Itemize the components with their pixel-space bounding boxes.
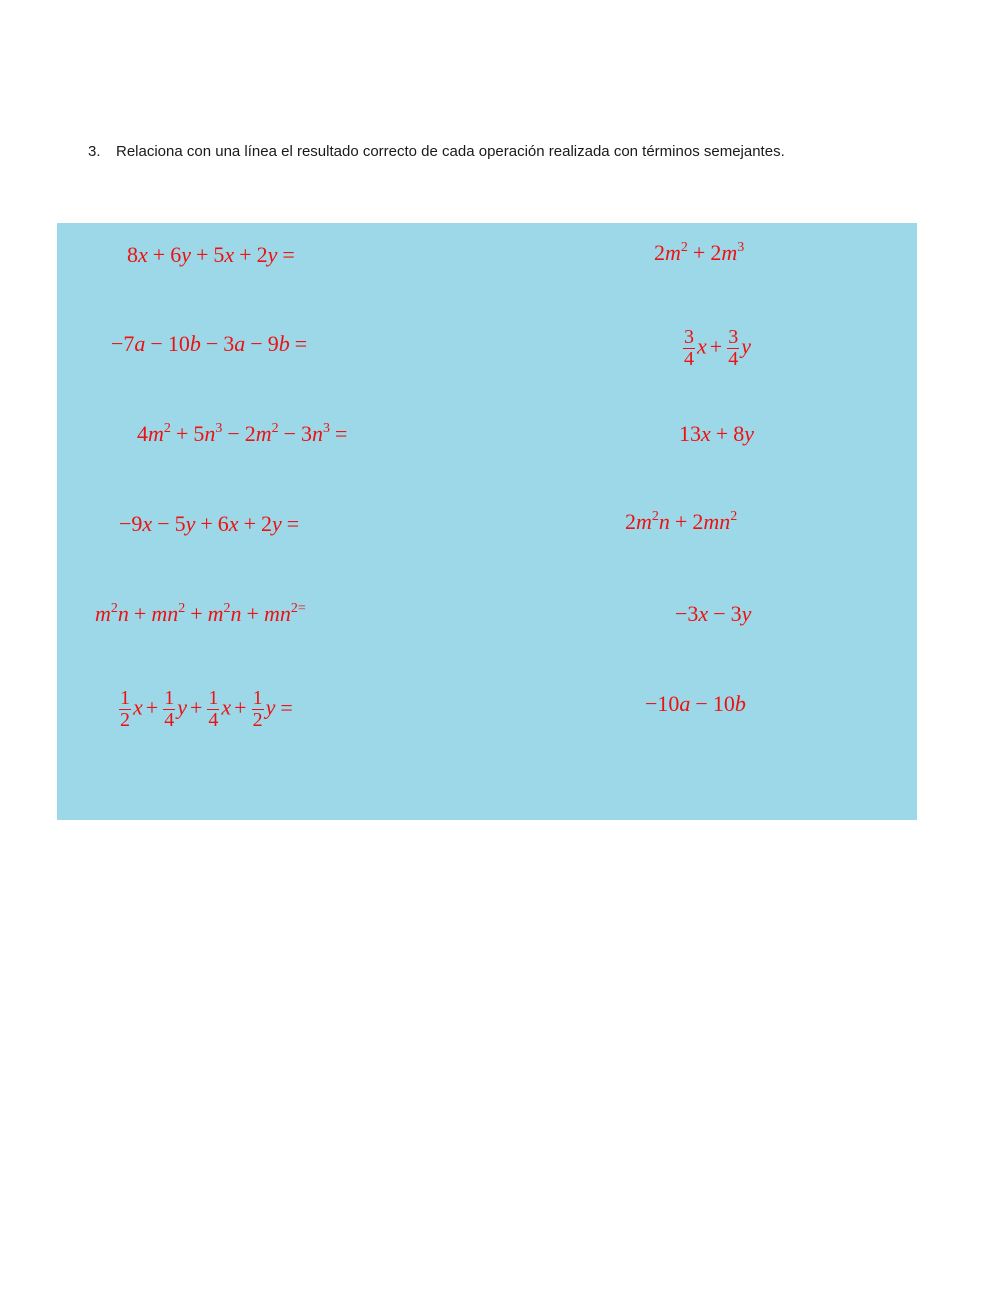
left-expression-3[interactable]: $4m^2 + 5n^3 - 2m^2 - 3n^3$ = (137, 421, 348, 446)
right-expression-6[interactable]: −10a − 10b (645, 691, 746, 716)
left-expression-4[interactable]: −9x − 5y + 6x + 2y = (119, 511, 300, 536)
instruction (88, 143, 785, 160)
left-expression-1[interactable]: 8x + 6y + 5x + 2y = (127, 242, 295, 267)
right-expression-3[interactable]: 13x + 8y (679, 421, 754, 446)
right-expression-1[interactable]: $2m^2 + 2m^3$ (654, 240, 745, 265)
instruction-number: 3. (88, 143, 101, 160)
matching-panel (57, 223, 917, 820)
left-expression-2[interactable]: −7a − 10b − 3a − 9b = (111, 331, 308, 356)
right-expression-5[interactable]: −3x − 3y (675, 601, 752, 626)
left-expression-6[interactable]: $\frac{1}{2}$ x + $\frac{1}{4}$ y + $\frac{1}{4}$ x + $\frac{1}{2}$ y = (120, 687, 293, 731)
right-expression-2[interactable]: $\frac{3}{4}$ x + $\frac{3}{4}$ y (684, 326, 751, 370)
right-expression-4[interactable]: $2m^2n + 2mn^2$ (625, 509, 738, 534)
instruction-text: Relaciona con una línea el resultado correcto de cada operación realizada con términos semejantes. (116, 143, 785, 160)
left-expression-5[interactable]: $m^2n + mn^2 + m^2n + mn^{2=}$ (95, 601, 306, 626)
